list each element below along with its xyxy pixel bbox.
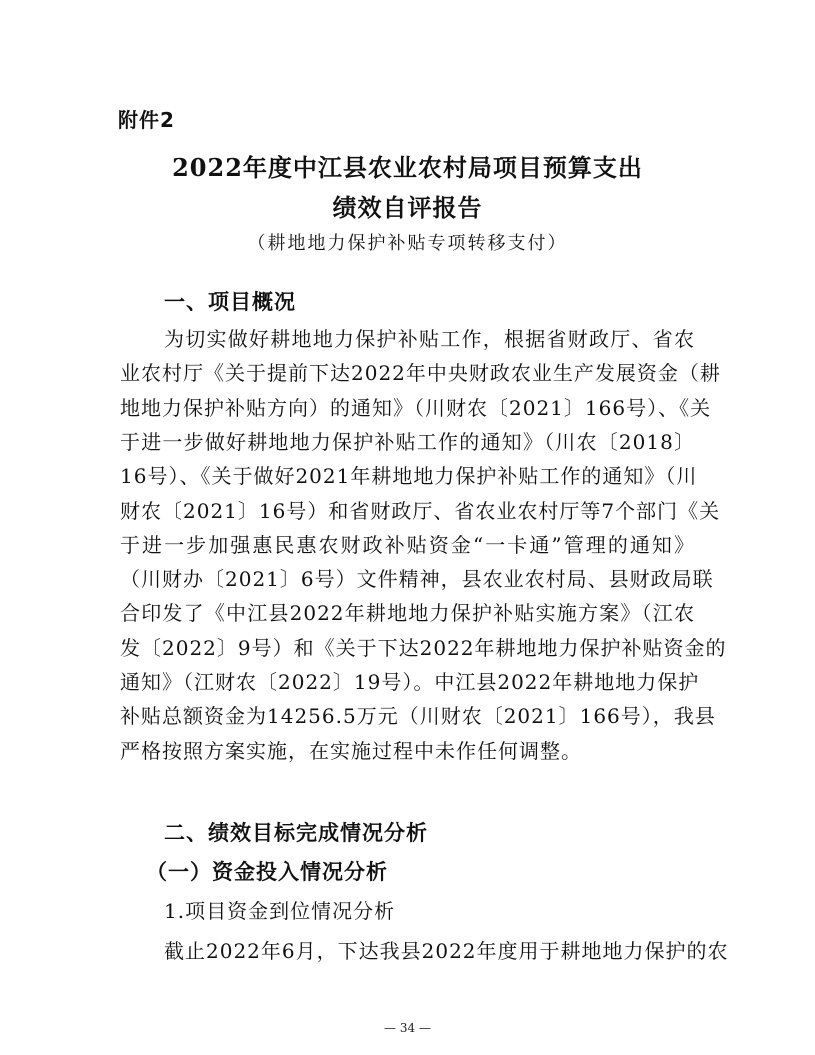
overview-paragraph-line: 发〔2022〕9号）和《关于下达2022年耕地地力保护补贴资金的 <box>120 636 727 660</box>
overview-paragraph-line: 地地力保护补贴方向）的通知》（川财农〔2021〕166号）、《关 <box>120 396 712 420</box>
overview-paragraph-line: 补贴总额资金为14256.5万元（川财农〔2021〕166号），我县 <box>120 704 716 728</box>
overview-paragraph-line: 通知》（江财农〔2022〕19号）。中江县2022年耕地地力保护 <box>120 670 700 694</box>
overview-paragraph-line: 16号）、《关于做好2021年耕地地力保护补贴工作的通知》（川 <box>120 464 698 488</box>
section-heading-performance: 二、绩效目标完成情况分析 <box>164 821 428 845</box>
section-heading-overview: 一、项目概况 <box>164 290 296 314</box>
report-title-line-1: 2022年度中江县农业农村局项目预算支出 <box>172 153 643 182</box>
subsection-heading-funds: （一）资金投入情况分析 <box>146 860 388 884</box>
overview-paragraph-line: 于进一步加强惠民惠农财政补贴资金“一卡通”管理的通知》 <box>120 533 695 557</box>
overview-paragraph-line-last: 严格按照方案实施，在实施过程中未作任何调整。 <box>120 739 582 763</box>
overview-paragraph-line: 为切实做好耕地地力保护补贴工作，根据省财政厅、省农 <box>164 327 695 351</box>
overview-paragraph-line: 财农〔2021〕16号）和省财政厅、省农业农村厅等7个部门《关 <box>120 499 721 523</box>
funds-item-heading: 1.项目资金到位情况分析 <box>164 899 396 923</box>
report-title-line-2: 绩效自评报告 <box>332 193 483 222</box>
page-number: — 34 — <box>384 1021 431 1035</box>
overview-paragraph-line: 业农村厅《关于提前下达2022年中央财政农业生产发展资金（耕 <box>120 361 721 385</box>
overview-paragraph-line: 合印发了《中江县2022年耕地地力保护补贴实施方案》（江农 <box>120 601 695 625</box>
overview-paragraph-line: 于进一步做好耕地地力保护补贴工作的通知》（川农〔2018〕 <box>120 430 695 454</box>
funds-item-paragraph-line: 截止2022年6月，下达我县2022年度用于耕地地力保护的农 <box>164 939 729 963</box>
overview-paragraph-line: （川财办〔2021〕6号）文件精神，县农业农村局、县财政局联 <box>120 567 714 591</box>
report-subtitle: （耕地地力保护补贴专项转移支付） <box>247 233 568 254</box>
attachment-label: 附件2 <box>118 108 175 132</box>
